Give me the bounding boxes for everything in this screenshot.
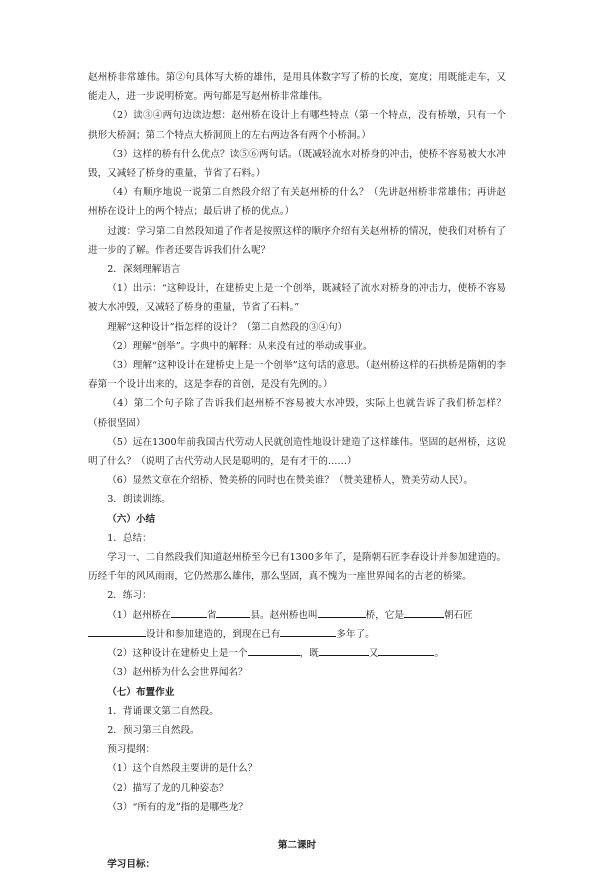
exercise-text: 桥，它是 (365, 609, 404, 621)
paragraph: （3）“所有的龙”指的是哪些龙？ (107, 801, 248, 813)
paragraph: 过渡：学习第二自然段知道了作者是按照这样的顺序介绍有关赵州桥的情况，使我们对桥有了进一步的了解。作者还要告诉我们什么呢？ (88, 225, 506, 256)
paragraph: （5）远在1300年前我国古代劳动人民就创造性地设计建造了这样雄伟。坚固的赵州桥，这说明了什么？（说明了古代劳动人民是聪明的，是有才干的……） (88, 436, 506, 468)
blank-field (88, 625, 146, 637)
exercise-text: （1）赵州桥在 (107, 609, 171, 621)
exercise-text: （2）这种设计在建桥史上是一个 (107, 648, 248, 660)
paragraph: （3）这样的桥有什么优点？读⑤⑥两句话。（既减轻流水对桥身的冲击，使桥不容易被大水冲毁，又减轻了桥身的重量，节省了石料。） (88, 148, 506, 180)
paragraph: 预习提纲： (107, 744, 156, 756)
exercise-line (88, 606, 506, 625)
paragraph: （6）显然文章在介绍桥、赞美桥的同时也在赞美谁？（赞美建桥人，赞美劳动人民）。 (107, 475, 474, 487)
blank-field (378, 644, 434, 656)
exercise-line (88, 625, 506, 644)
exercise-text: 设计和参加建造的，到现在已有 (146, 628, 281, 640)
section-heading: 2．深刻理解语言 (107, 264, 181, 276)
paragraph: 1．总结： (107, 532, 152, 544)
paragraph: 赵州桥非常雄伟。第②句具体写大桥的雄伟，是用具体数字写了桥的长度，宽度；用既能走车，又能走人，进一步说明桥宽。两句都是写赵州桥非常雄伟。 (88, 72, 506, 103)
blank-field (280, 625, 336, 637)
exercise-text: 朝石匠 (443, 609, 473, 621)
paragraph: （1）这个自然段主要讲的是什么？ (107, 763, 258, 775)
section-heading: （七）布置作业 (107, 686, 175, 698)
exercise-text: 省 (206, 609, 217, 621)
paragraph: （1）出示：“这种设计，在建桥史上是一个创举，既减轻了流水对桥身的冲击力，使桥不容易被大水冲毁，又减轻了桥身的重量，节省了石料。” (88, 283, 506, 314)
paragraph: （4）第二个句子除了告诉我们赵州桥不容易被大水冲毁，实际上也就告诉了我们桥怎样？（桥很坚固） (88, 398, 506, 429)
paragraph: 1．背诵课文第二自然段。 (107, 705, 219, 717)
blank-field (404, 606, 444, 618)
paragraph: （4）有顺序地说一说第二自然段介绍了有关赵州桥的什么？（先讲赵州桥非常雄伟；再讲赵州桥在设计上的两个特点；最后讲了桥的优点。） (88, 187, 506, 218)
paragraph: 2．练习： (107, 590, 152, 602)
objectives-heading: 学习目标： (107, 859, 156, 871)
exercise-line (88, 644, 506, 663)
exercise-text: ，既 (299, 648, 319, 660)
spacer (88, 817, 506, 836)
exercise-text: 多年了。 (336, 628, 375, 640)
paragraph: （3）理解“这种设计在建桥史上是一个创举”这句话的意思。（赵州桥这样的石拱桥是隋朝的李春第一个设计出来的，这是李春的首创，是没有先例的。） (88, 360, 506, 391)
exercise-text: 县。赵州桥也叫 (250, 609, 318, 621)
blank-field (171, 606, 207, 618)
exercise-line: （3）赵州桥为什么会世界闻名？ (107, 667, 248, 679)
paragraph: 2．预习第三自然段。 (107, 724, 200, 736)
section-heading: （六）小结 (107, 513, 156, 525)
lesson-title: 第二课时 (277, 839, 317, 851)
blank-field (318, 606, 366, 618)
paragraph: 学习一、二自然段我们知道赵州桥至今已有1300多年了，是隋朝石匠李春设计并参加建造的。历经千年的风风雨雨，它仍然那么雄伟，那么坚固，真不愧为一座世界闻名的古老的桥梁。 (88, 552, 506, 583)
exercise-text: 又 (368, 648, 379, 660)
blank-field (248, 644, 300, 656)
paragraph: 3．朗读训练。 (107, 494, 171, 506)
paragraph: 理解“这种设计”指怎样的设计？（第二自然段的③④句） (107, 321, 348, 333)
paragraph: （2）理解“创举”。字典中的解释：从来没有过的举动或事业。 (107, 340, 373, 352)
exercise-text: 。 (434, 648, 444, 660)
paragraph: （2）描写了龙的几种姿态？ (107, 782, 229, 794)
paragraph: （2）读③④两句边读边想：赵州桥在设计上有哪些特点（第一个特点，没有桥墩，只有一个拱形大桥洞；第二个特点大桥洞顶上的左右两边各有两个小桥洞。） (88, 110, 506, 141)
document-page (88, 68, 506, 874)
blank-field (319, 644, 369, 656)
blank-field (216, 606, 250, 618)
